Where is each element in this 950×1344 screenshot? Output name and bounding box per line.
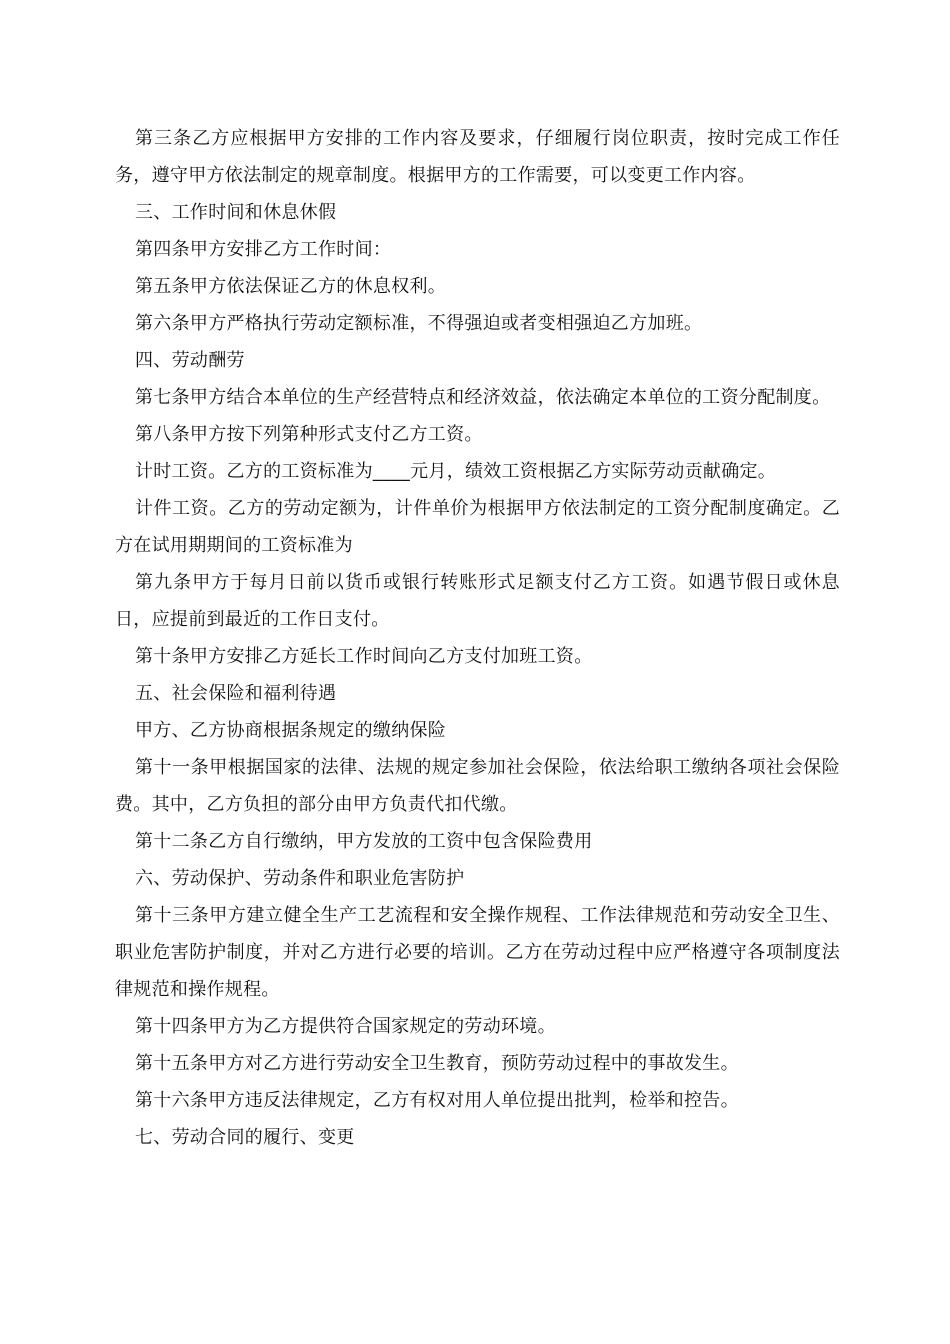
section-6-heading: 六、劳动保护、劳动条件和职业危害防护 — [135, 868, 465, 889]
article-3-paragraph: 第三条乙方应根据甲方安排的工作内容及要求，仔细履行岗位职责，按时完成工作任务，遵守甲方依法制定的规章制度。根据甲方的工作需要，可以变更工作内容。 — [115, 128, 840, 186]
article-8-paragraph: 第八条甲方按下列第种形式支付乙方工资。 — [135, 424, 483, 445]
piece-wage-paragraph: 计件工资。乙方的劳动定额为，计件单价为根据甲方依法制定的工资分配制度确定。乙方在试用期期间的工资标准为 — [115, 498, 840, 556]
article-9-paragraph: 第九条甲方于每月日前以货币或银行转账形式足额支付乙方工资。如遇节假日或休息日，应提前到最近的工作日支付。 — [115, 572, 840, 630]
section-5-heading: 五、社会保险和福利待遇 — [135, 683, 337, 704]
time-wage-paragraph: 计时工资。乙方的工资标准为____元月，绩效工资根据乙方实际劳动贡献确定。 — [135, 461, 777, 482]
article-7-paragraph: 第七条甲方结合本单位的生产经营特点和经济效益，依法确定本单位的工资分配制度。 — [135, 387, 831, 408]
insurance-agreement-paragraph: 甲方、乙方协商根据条规定的缴纳保险 — [135, 720, 447, 741]
article-16-paragraph: 第十六条甲方违反法律规定，乙方有权对用人单位提出批判，检举和控告。 — [135, 1090, 739, 1111]
article-14-paragraph: 第十四条甲方为乙方提供符合国家规定的劳动环境。 — [135, 1016, 556, 1037]
section-4-heading: 四、劳动酬劳 — [135, 350, 245, 371]
document-body — [115, 120, 840, 1156]
article-5-paragraph: 第五条甲方依法保证乙方的休息权利。 — [135, 276, 447, 297]
article-4-paragraph: 第四条甲方安排乙方工作时间： — [135, 239, 392, 260]
article-10-paragraph: 第十条甲方安排乙方延长工作时间向乙方支付加班工资。 — [135, 646, 593, 667]
article-6-paragraph: 第六条甲方严格执行劳动定额标准，不得强迫或者变相强迫乙方加班。 — [135, 313, 703, 334]
section-3-heading: 三、工作时间和休息休假 — [135, 202, 337, 223]
article-12-paragraph: 第十二条乙方自行缴纳，甲方发放的工资中包含保险费用 — [135, 831, 593, 852]
article-15-paragraph: 第十五条甲方对乙方进行劳动安全卫生教育，预防劳动过程中的事故发生。 — [135, 1053, 739, 1074]
article-13-paragraph: 第十三条甲方建立健全生产工艺流程和安全操作规程、工作法律规范和劳动安全卫生、职业危害防护制度，并对乙方进行必要的培训。乙方在劳动过程中应严格遵守各项制度法律规范和操作规程。 — [115, 905, 840, 1000]
article-11-paragraph: 第十一条甲根据国家的法律、法规的规定参加社会保险，依法给职工缴纳各项社会保险费。其中，乙方负担的部分由甲方负责代扣代缴。 — [115, 757, 840, 815]
section-7-heading: 七、劳动合同的履行、变更 — [135, 1127, 355, 1148]
